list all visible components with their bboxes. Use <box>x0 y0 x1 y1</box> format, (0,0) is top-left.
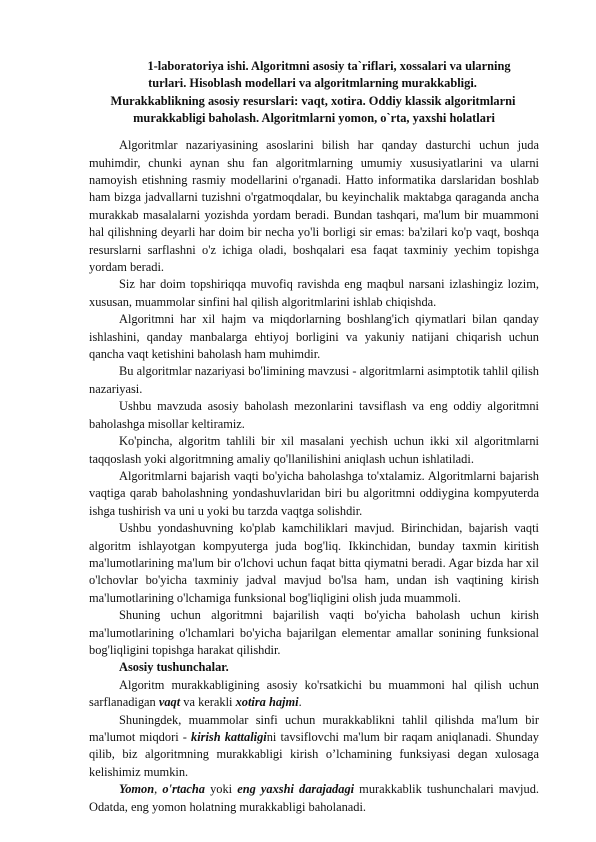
cases-sep-1: , <box>154 782 163 797</box>
term-memory: xotira hajmi <box>235 695 299 710</box>
title-line-3: Murakkablikning asosiy resurslari: vaqt, xotira. Oddiy klassik algoritmlarni <box>110 93 516 108</box>
paragraph-optimal: Siz har doim topshiriqqa muvofiq ravishda eng maqbul narsani izlashingiz lozim, xususan, muammolar sinfini hal qilish algoritmlarini ishlab chiqishda. <box>89 277 539 309</box>
paragraph-cases <box>89 781 539 816</box>
paragraph-intro: Algoritmlar nazariyasining asoslarini bilish har qanday dasturchi uchun juda muhimdir, chunki aynan shu fan algoritmlarning umumiy xususiyatlarini va ularni namoyish etishning rasmiy modellarini o'rganadi. Hatto informatika darslaridan boshlab ham bizga jadvallarni tuzishni o'rgatmoqdalar, bu keyinchalik maktabga qaraganda ancha murakkab masalalarni yozishda yordam beradi. Bundan tashqari, ma'lum bir muammoni hal qilishning deyarli har doim bir necha yo'li borligi sir emas: ba'zilari ko'p vaqt, boshqa resurslarni sarflashni o'z ichiga oladi, boshqalari esa faqat taxminiy yechim topishga yordam beradi. <box>89 138 539 275</box>
document-title <box>89 58 539 127</box>
title-line-1: 1-laboratoriya ishi. Algoritmni asosiy ta`riflari, xossalari va ularning <box>147 59 511 73</box>
paragraph-functional-dependence: Shuning uchun algoritmni bajarilish vaqti bo'yicha baholash uchun kirish ma'lumotlarining o'lchamlari bo'yicha bajarilgan elementar amallar sonining funksional bog'liqligini topishga harakat qilishdir. <box>89 608 539 657</box>
paragraph-resources <box>89 677 539 712</box>
input-text-after: ni tavsiflovchi ma'lum bir raqam aniqlanadi. Shunday qilib, biz algoritmning murakkabligi kirish o’lchamining funksiyasi degan xulosaga kelishimiz mumkin. <box>89 730 539 779</box>
paragraph-asymptotic: Bu algoritmlar nazariyasi bo'limining mavzusi - algoritmlarni asimptotik tahlil qilish nazariyasi. <box>89 364 539 396</box>
paragraph-comparison: Ko'pincha, algoritm tahlili bir xil masalani yechish uchun ikki xil algoritmlarni taqqoslash yoki algoritmning amaliy qo'llanilishini aniqlash uchun ishlatiladi. <box>89 434 539 466</box>
cases-sep-2: yoki <box>205 782 238 797</box>
title-line-4: murakkabligi baholash. Algoritmlarni yomon, o`rta, yaxshi holatlari <box>133 110 495 125</box>
section-heading: Asosiy tushunchalar. <box>119 660 229 675</box>
input-text-before: Shuningdek, muammolar sinfi uchun murakkablikni tahlil qilishda ma'lum bir ma'lumot miqdori - <box>89 712 539 744</box>
cases-text-after: murakkablik tushunchalari mavjud. Odatda, eng yomon holatning murakkabligi baholanadi. <box>89 782 539 814</box>
resources-text-before: Algoritm murakkabligining asosiy ko'rsatkichi bu muammoni hal qilish uchun sarflanadigan <box>89 677 539 710</box>
term-time: vaqt <box>158 695 181 710</box>
paragraph-input-size <box>89 712 539 782</box>
resources-text-after: . <box>298 695 302 710</box>
paragraph-criteria: Ushbu mavzuda asosiy baholash mezonlarini tavsiflash va eng oddiy algoritmni baholashga misollar keltiramiz. <box>89 399 539 431</box>
resources-text-middle: va kerakli <box>180 695 236 710</box>
term-best: eng yaxshi darajadagi <box>237 782 355 797</box>
term-average: o'rtacha <box>162 782 205 797</box>
paragraph-execution-time: Algoritmlarni bajarish vaqti bo'yicha baholashga to'xtalamiz. Algoritmlarni bajarish vaqtiga qarab baholashning yondashuvlaridan biri bu algoritmni oddiygina kompyuterda ishga tushirish va uni u yoki bu tarzda vaqtga solishdir. <box>89 468 539 518</box>
paragraph-drawbacks: Ushbu yondashuvning ko'plab kamchiliklari mavjud. Birinchidan, bajarish vaqti algoritm ishlayotgan kompyuterga juda bog'liq. Ikkinchidan, bunday taxmin kiritish ma'lumotlarining ma'lum bir o'lchovi uchun faqat bitta qiymatni beradi. Agar bizda har xil o'lchovlar bo'yicha taxminiy jadval mavjud bo'lsa ham, undan ish vaqtining kirish ma'lumotlarining o'lchamiga funksional bog'liqligini olish juda muammoli. <box>89 521 539 605</box>
term-input-size: kirish kattaligi <box>191 730 267 744</box>
title-line-2: turlari. Hisoblash modellari va algoritmlarning murakkabligi. <box>148 76 477 91</box>
term-worst: Yomon <box>119 782 155 797</box>
paragraph-evaluation: Algoritmni har xil hajm va miqdorlarning boshlang'ich qiymatlari bilan qanday ishlashini, qanday manbalarga ehtiyoj borligini va yakuniy natijani chiqarish uchun qancha vaqt ketishini baholash ham muhimdir. <box>89 312 539 362</box>
